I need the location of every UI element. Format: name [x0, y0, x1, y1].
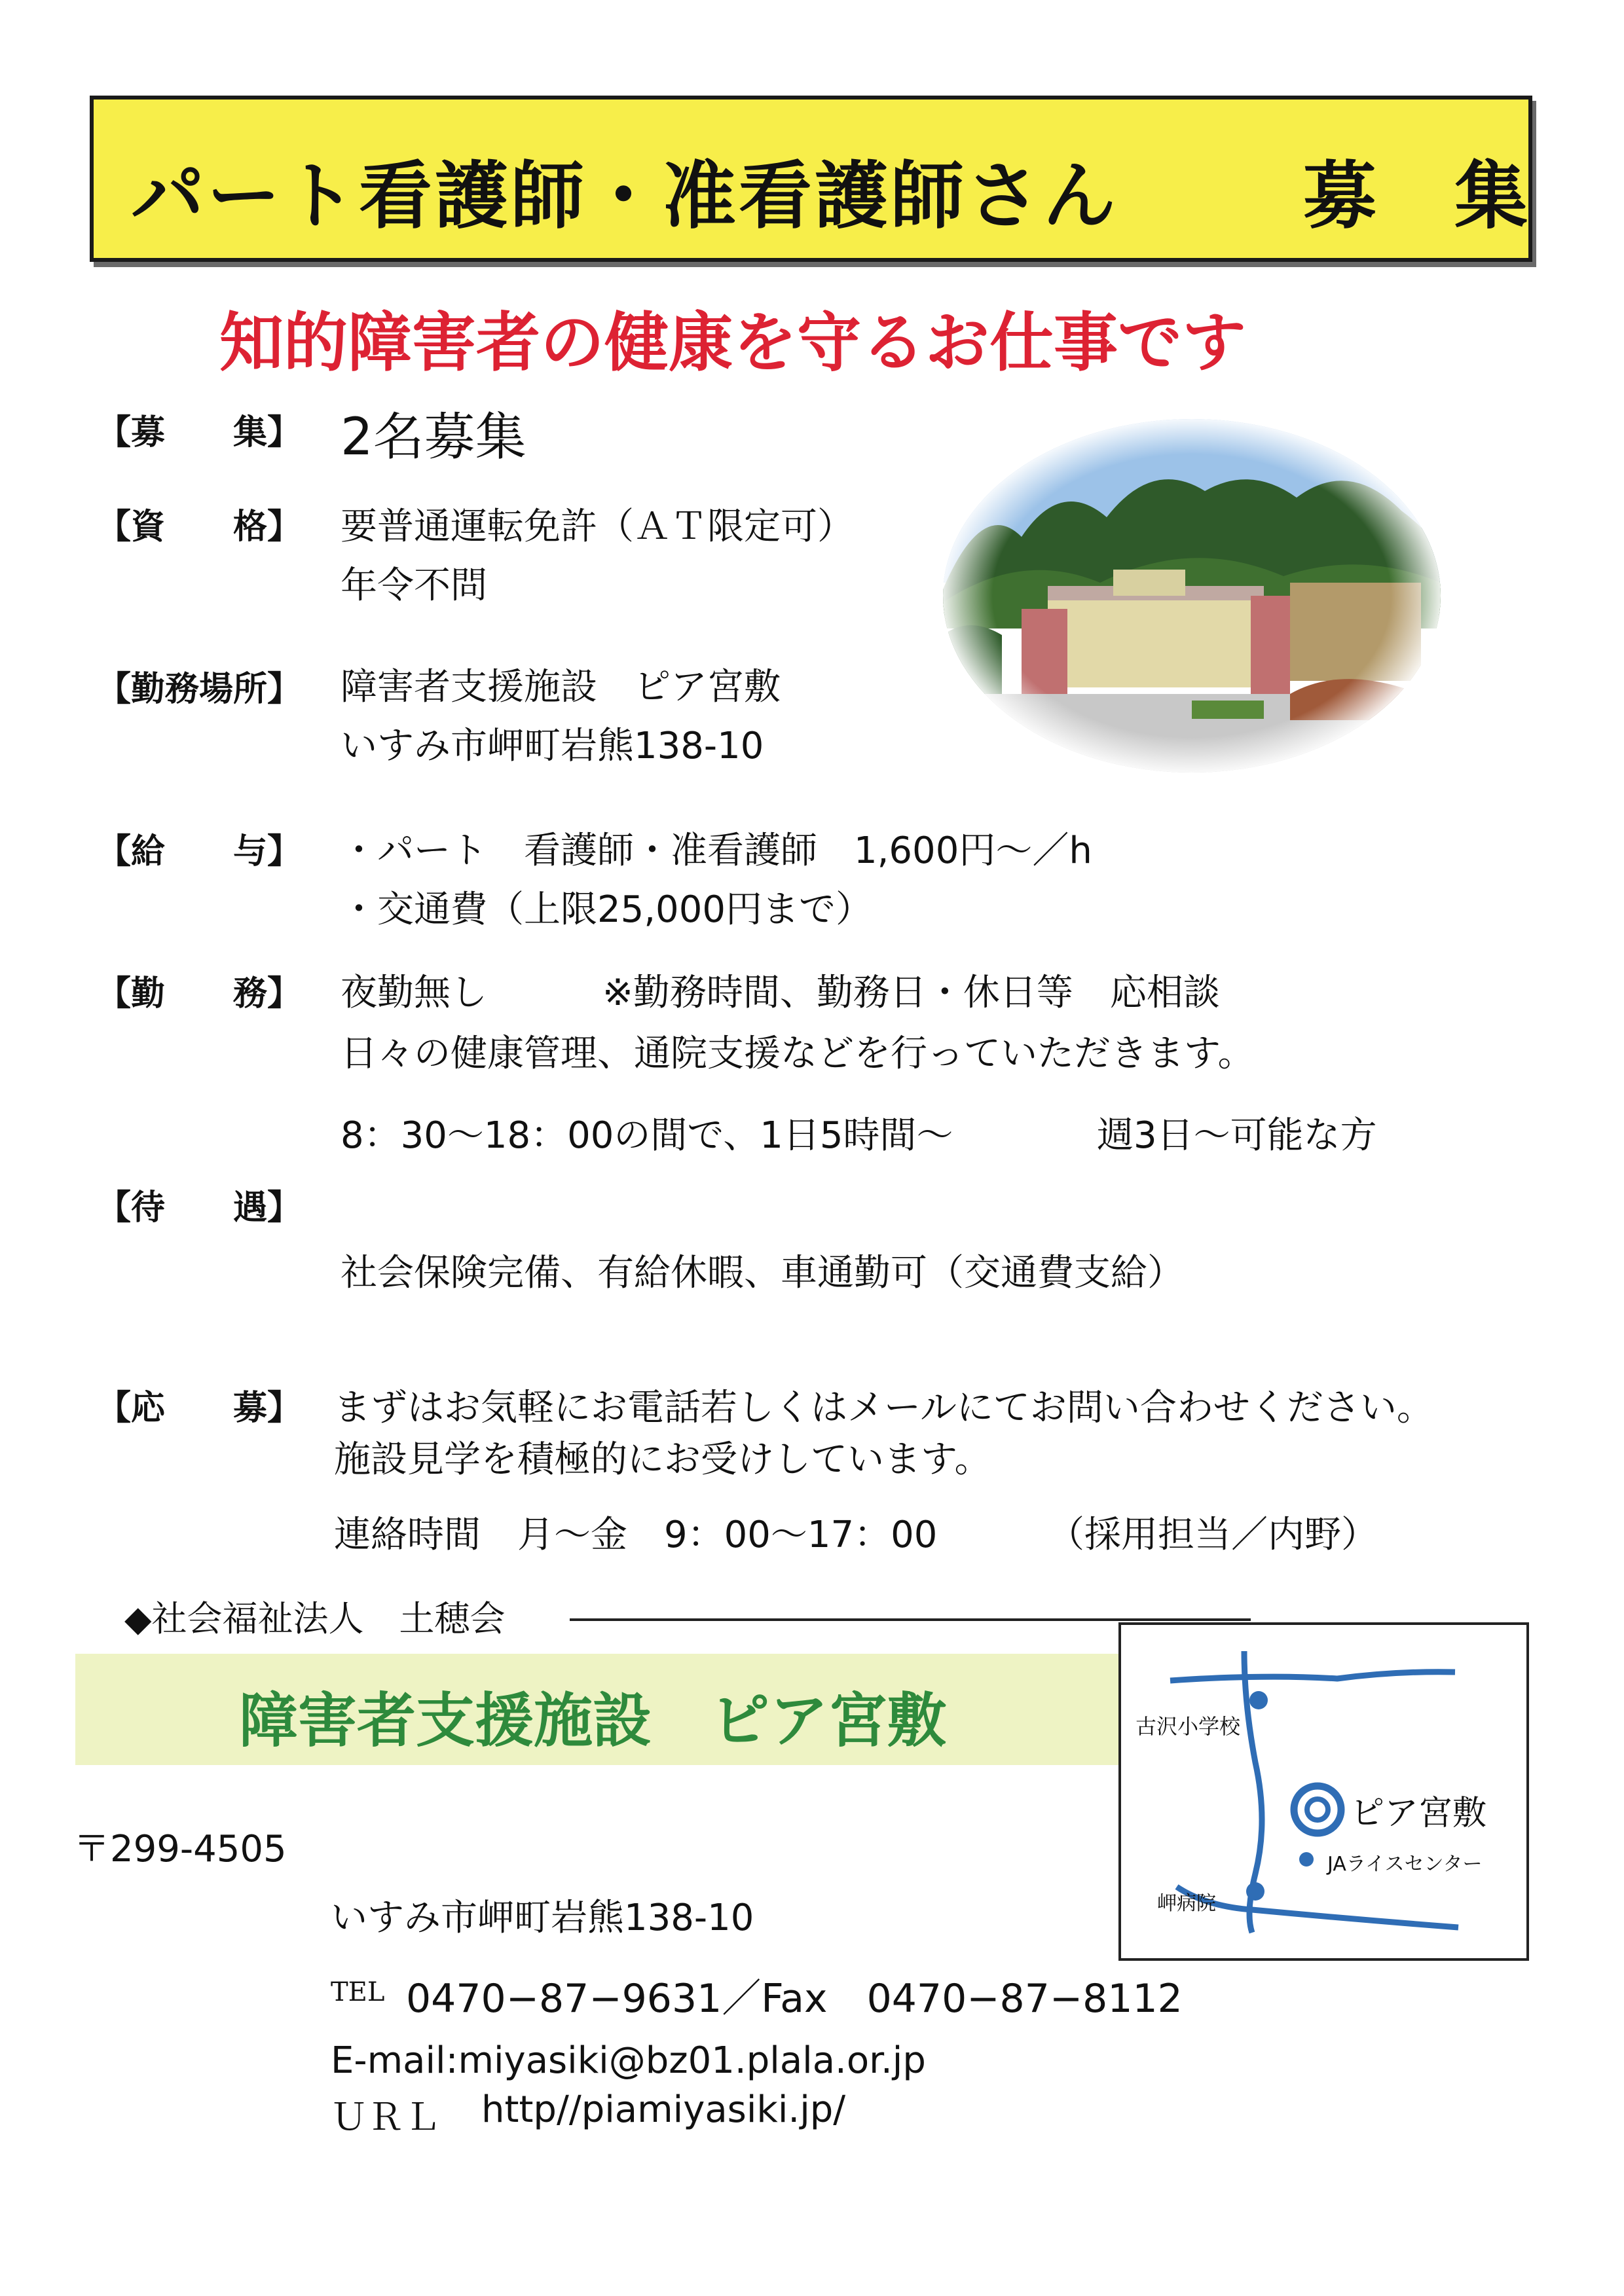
qualification-line-1: 要普通運転免許（ＡＴ限定可）	[341, 505, 854, 548]
email-address[interactable]: E-mail:miyasiki@bz01.plala.or.jp	[331, 2039, 926, 2082]
divider-line	[570, 1618, 1251, 1621]
location-line-1: 障害者支援施設 ピア宮敷	[341, 666, 781, 708]
label-apply: 【応 募】	[97, 1389, 302, 1428]
address: いすみ市岬町岩熊138-10	[331, 1897, 754, 1939]
facility-name: 障害者支援施設 ピア宮敷	[239, 1686, 946, 1755]
location-line-2: いすみ市岬町岩熊138-10	[341, 725, 764, 767]
label-location: 【勤務場所】	[97, 670, 302, 709]
tel-fax[interactable]: 0470−87−9631／Fax 0470−87−8112	[406, 1976, 1183, 2022]
url-label: ＵＲＬ	[331, 2096, 441, 2139]
label-recruit: 【募 集】	[97, 413, 302, 452]
tel-label: TEL	[331, 1977, 385, 2007]
map-label-hospital: 岬病院	[1157, 1892, 1216, 1915]
label-benefits: 【待 遇】	[97, 1188, 302, 1228]
title-recruit: 募 集	[1303, 154, 1554, 239]
access-map	[1118, 1622, 1529, 1961]
salary-line-2: ・交通費（上限25,000円まで）	[341, 888, 872, 931]
duty-no-night: 夜勤無し	[341, 972, 487, 1014]
label-duty: 【勤 務】	[97, 974, 302, 1013]
duty-hours: 8：30～18：00の間で、1日5時間～	[341, 1114, 953, 1157]
duty-negotiable: ※勤務時間、勤務日・休日等 応相談	[602, 972, 1220, 1014]
page-title: パート看護師・准看護師さん	[131, 154, 1118, 239]
postal-code: 〒299-4505	[73, 1828, 287, 1870]
website-url[interactable]: http//piamiyasiki.jp/	[481, 2088, 846, 2131]
label-qualification: 【資 格】	[97, 507, 302, 547]
qualification-line-2: 年令不問	[341, 564, 487, 607]
map-label-school: 古沢小学校	[1135, 1714, 1241, 1739]
apply-line-1: まずはお気軽にお電話若しくはメールにてお問い合わせください。	[334, 1387, 1433, 1429]
duty-days: 週3日～可能な方	[1097, 1114, 1377, 1157]
corporation-name: ◆社会福祉法人 土穂会	[124, 1598, 506, 1639]
salary-line-1: ・パート 看護師・准看護師 1,600円～／h	[341, 829, 1092, 872]
recruit-count: 2名募集	[341, 408, 526, 467]
label-salary: 【給 与】	[97, 832, 302, 871]
benefits-text: 社会保険完備、有給休暇、車通勤可（交通費支給）	[341, 1252, 1184, 1294]
contact-person: （採用担当／内野）	[1048, 1514, 1378, 1556]
subtitle: 知的障害者の健康を守るお仕事です	[219, 306, 1247, 380]
facility-photo	[943, 419, 1441, 773]
duty-description: 日々の健康管理、通院支援などを行っていただきます。	[341, 1032, 1255, 1075]
map-label-facility: ピア宮敷	[1350, 1794, 1487, 1833]
apply-line-2: 施設見学を積極的にお受けしています。	[334, 1438, 991, 1481]
contact-hours: 連絡時間 月～金 9：00～17：00	[334, 1514, 938, 1556]
map-label-ja: JAライスセンター	[1327, 1853, 1483, 1876]
